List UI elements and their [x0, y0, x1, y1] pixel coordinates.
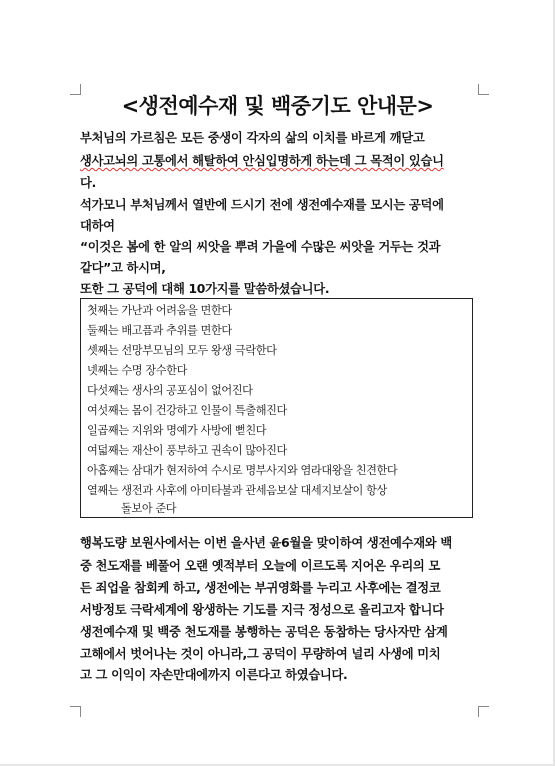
closing-line: 중 천도재를 베풀어 오랜 옛적부터 오늘에 이르도록 지어온 우리의 모 [80, 559, 441, 573]
intro-line: 생사고뇌의 고통에서 해탈하여 안심입명하게 하는데 그 목적이 있습니 [80, 154, 444, 168]
merit-item: 셋째는 선망부모님의 모두 왕생 극락한다 [87, 344, 277, 357]
closing-line: 서방정토 극락세계에 왕생하는 기도를 지극 정성으로 올리고자 합니다 [80, 603, 444, 617]
intro-line: 대하여 [80, 219, 115, 233]
closing-line: 행복도량 보원사에서는 이번 을사년 윤6월을 맞이하여 생전예수재와 백 [80, 536, 452, 550]
merit-item: 여덟째는 재산이 풍부하고 권속이 많아진다 [87, 444, 287, 457]
intro-line: 같다”고 하시며, [80, 261, 166, 275]
page-title: <생전예수재 및 백중기도 안내문> [121, 94, 434, 118]
merit-item: 넷째는 수명 장수한다 [87, 364, 187, 377]
merit-item: 열째는 생전과 사후에 아미타불과 관세음보살 대세지보살이 항상 [87, 484, 387, 497]
merit-item: 일곱째는 지위와 명예가 사방에 뻗친다 [87, 424, 267, 437]
merit-item: 다섯째는 생사의 공포심이 없어진다 [87, 384, 253, 397]
closing-line: 생전예수재 및 백중 천도재를 봉행하는 공덕은 동참하는 당사자만 삼계 [80, 625, 448, 639]
merit-item: 아홉째는 삼대가 현저하여 수시로 명부사지와 염라대왕을 친견한다 [87, 464, 398, 477]
intro-line: 부처님의 가르침은 모든 중생이 각자의 삶의 이치를 바르게 깨닫고 [80, 131, 425, 145]
crop-mark [70, 706, 81, 717]
intro-line: “이것은 봄에 한 알의 씨앗을 뿌려 가을에 수많은 씨앗을 거두는 것과 [80, 240, 441, 254]
intro-line: 석가모니 부처님께서 열반에 드시기 전에 생전예수재를 모시는 공덕에 [80, 198, 444, 212]
crop-mark [478, 706, 489, 717]
closing-line: 고 그 이익이 자손만대에까지 이른다고 하였습니다. [80, 668, 348, 682]
intro-line: 다. [80, 176, 96, 190]
intro-line: 또한 그 공덕에 대해 10가지를 말씀하셨습니다. [80, 282, 330, 296]
merit-item: 둘째는 배고픔과 추위를 면한다 [87, 324, 232, 337]
merit-item: 첫째는 가난과 어려움을 면한다 [87, 304, 232, 317]
merit-item: 여섯째는 몸이 건강하고 인물이 특출해진다 [87, 404, 287, 417]
closing-line: 고해에서 벗어나는 것이 아니라,그 공덕이 무량하여 널리 사생에 미치 [80, 647, 441, 661]
closing-line: 든 죄업을 참회케 하고, 생전에는 부귀영화를 누리고 사후에는 결정코 [80, 581, 441, 595]
merit-item: 돌보아 준다 [121, 502, 177, 515]
